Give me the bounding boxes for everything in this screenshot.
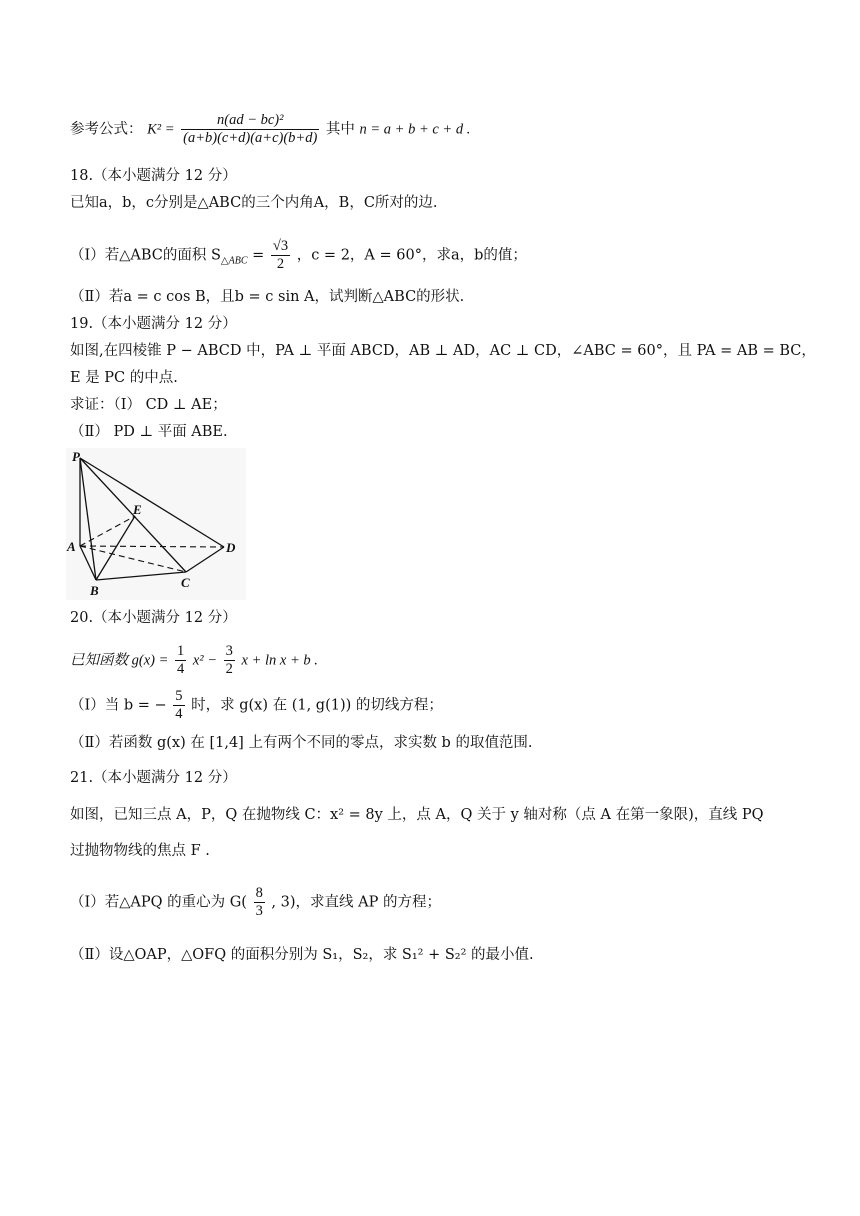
q20-stem-frac1 — [175, 643, 186, 678]
q21-stem-line1: 如图，已知三点 A，P，Q 在抛物线 C：x² = 8y 上，点 A，Q 关于 y 轴对称（点 A 在第一象限)，直线 PQ — [70, 807, 764, 823]
formula-prefix: 参考公式： — [70, 121, 143, 138]
q20-stem-frac1-den: 4 — [177, 661, 185, 677]
q21-p1-num: 8 — [255, 885, 263, 901]
q18-p1-eq: = — [247, 247, 265, 264]
q21-p1-pre: （Ⅰ）若△APQ 的重心为 G( — [70, 894, 247, 911]
q20-p1-den: 4 — [175, 706, 183, 722]
q18-header: 18.（本小题满分 12 分） — [70, 168, 237, 184]
q20-stem-post: x + ln x + b . — [241, 652, 318, 669]
q19-part2: （Ⅱ） PD ⊥ 平面 ABE. — [70, 424, 228, 440]
q18-p1-post: ，c = 2，A = 60°，求a，b的值； — [296, 247, 527, 264]
q20-p1-post: 时，求 g(x) 在 (1, g(1)) 的切线方程； — [191, 697, 443, 714]
q20-p1-fraction — [173, 688, 184, 723]
q20-part2: （Ⅱ）若函数 g(x) 在 [1,4] 上有两个不同的零点，求实数 b 的取值范围. — [70, 735, 533, 751]
q20-part1 — [70, 688, 443, 723]
label-P: P — [72, 449, 80, 464]
formula-denominator: (a+b)(c+d)(a+c)(b+d) — [183, 130, 318, 146]
q19-part1: 求证：（Ⅰ） CD ⊥ AE； — [70, 397, 227, 413]
q19-stem-line1: 如图,在四棱锥 P − ABCD 中，PA ⊥ 平面 ABCD，AB ⊥ AD，AC ⊥ CD，∠ABC = 60°，且 PA = AB = BC， — [70, 343, 816, 359]
q20-stem-frac2-den: 2 — [225, 661, 233, 677]
q20-p1-pre: （Ⅰ）当 b = − — [70, 697, 167, 714]
q21-header: 21.（本小题满分 12 分） — [70, 770, 237, 786]
label-C: C — [181, 575, 190, 590]
q20-header: 20.（本小题满分 12 分） — [70, 610, 237, 626]
formula-suffix-cn: 其中 — [325, 121, 355, 138]
q20-p1-num: 5 — [175, 688, 183, 704]
q20-stem-pre: 已知函数 g(x) = — [70, 652, 169, 669]
q19-stem-line2: E 是 PC 的中点. — [70, 370, 178, 386]
q18-p1-fraction — [271, 238, 290, 273]
formula-suffix-eq: n = a + b + c + d . — [359, 121, 471, 138]
pyramid-figure — [66, 448, 246, 600]
q21-part2: （Ⅱ）设△OAP，△OFQ 的面积分别为 S₁，S₂，求 S₁² + S₂² 的最小值. — [70, 947, 534, 963]
q20-stem-frac2 — [224, 643, 235, 678]
q18-stem: 已知a，b，c分别是△ABC的三个内角A，B，C所对的边. — [70, 195, 438, 211]
label-A: A — [67, 539, 76, 554]
q21-part1 — [70, 885, 441, 920]
q18-part2: （Ⅱ）若a = c cos B，且b = c sin A，试判断△ABC的形状. — [70, 289, 465, 305]
label-D: D — [226, 540, 236, 555]
reference-formula — [70, 112, 470, 147]
q21-stem-line2: 过抛物物线的焦点 F . — [70, 843, 210, 859]
q20-stem-mid: x² − — [192, 652, 218, 669]
q21-p1-post: , 3)，求直线 AP 的方程； — [271, 894, 441, 911]
q20-stem-frac1-num: 1 — [177, 643, 185, 659]
formula-fraction — [181, 112, 319, 147]
q18-p1-den: 2 — [276, 256, 285, 272]
q21-p1-fraction — [254, 885, 265, 920]
formula-lhs: K² = — [147, 121, 175, 138]
q20-stem-frac2-num: 3 — [225, 643, 233, 659]
q21-p1-den: 3 — [255, 903, 263, 919]
q18-p1-num: √3 — [272, 238, 289, 254]
label-E: E — [133, 502, 142, 517]
formula-numerator: n(ad − bc)² — [181, 112, 319, 130]
q18-p1-pre: （Ⅰ）若△ABC的面积 S — [70, 247, 221, 264]
q20-stem — [70, 643, 318, 678]
q19-header: 19.（本小题满分 12 分） — [70, 316, 237, 332]
q18-part1 — [70, 238, 527, 273]
q18-p1-sub: △ABC — [220, 255, 248, 267]
label-B: B — [90, 583, 99, 598]
